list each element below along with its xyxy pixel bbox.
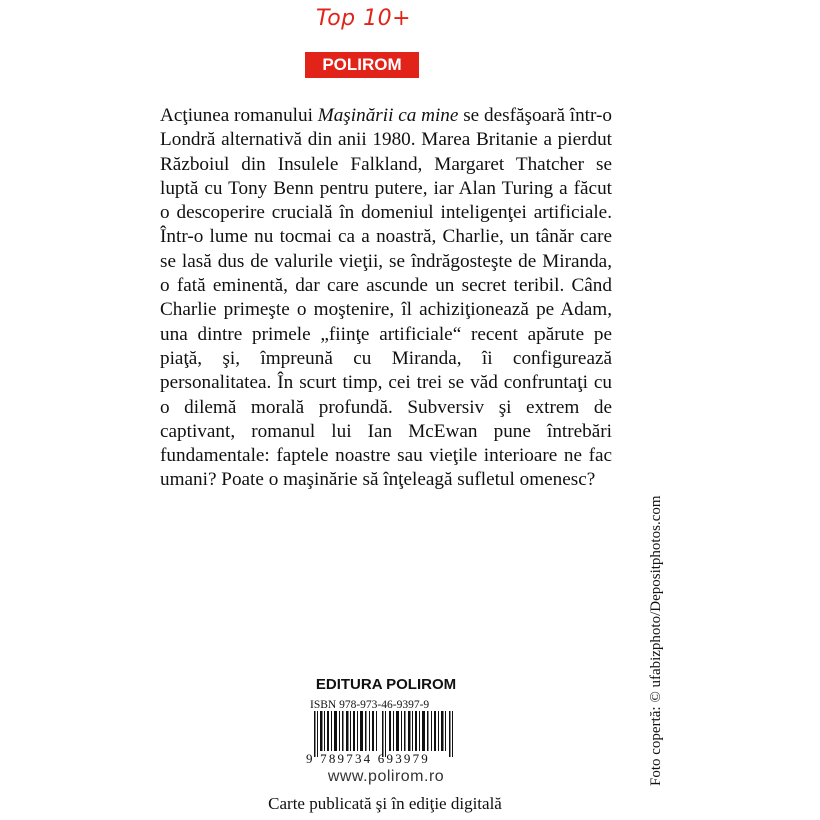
- barcode-digits: 9 789734 693979: [306, 751, 430, 766]
- blurb-intro: Acţiunea romanului: [160, 105, 318, 126]
- isbn-label: ISBN 978-973-46-9397-9: [310, 699, 430, 711]
- publisher-website: www.polirom.ro: [327, 768, 445, 785]
- digital-edition-note: Carte publicată şi în ediţie digitală: [268, 794, 502, 813]
- blurb-paragraph: [160, 104, 612, 493]
- blurb-body: se desfăşoară într-o Londră alternativă din anii 1980. Marea Britanie a pierdut Războiul din Insulele Falkland, Margaret Thatcher se luptă cu Tony Benn pentru putere, iar Alan Turing a făcut o descoperire crucială în domeniul inteligenţei artificiale. Într-o lume nu tocmai ca a noastră, Charlie, un tânăr care se lasă dus de valurile vieţii, se îndrăgosteşte de Miranda, o fată eminentă, dar care ascunde un secret teribil. Când Charlie primeşte o moştenire, îl achiziţionează pe Adam, una dintre primele „fiinţe artificiale“ recent apărute pe piaţă, şi, împreună cu Miranda, îi configurează personalitatea. În scurt timp, cei trei se văd confruntaţi cu o dilemă morală profundă. Subversiv şi extrem de captivant, romanul lui Ian McEwan pune întrebări fundamentale: faptele noastre sau vieţile interioare ne fac umani? Poate o maşinărie să înţeleagă sufletul omenesc?: [160, 105, 613, 491]
- publisher-name: EDITURA POLIROM: [315, 676, 457, 693]
- book-blurb: [160, 104, 612, 493]
- series-logo: Top 10+: [316, 6, 412, 31]
- cover-photo-credit: Foto copertă: © ufabizphoto/Depositphotos.com: [648, 495, 664, 786]
- book-title: Maşinării ca mine: [317, 105, 459, 126]
- publisher-badge: POLIROM: [305, 52, 419, 78]
